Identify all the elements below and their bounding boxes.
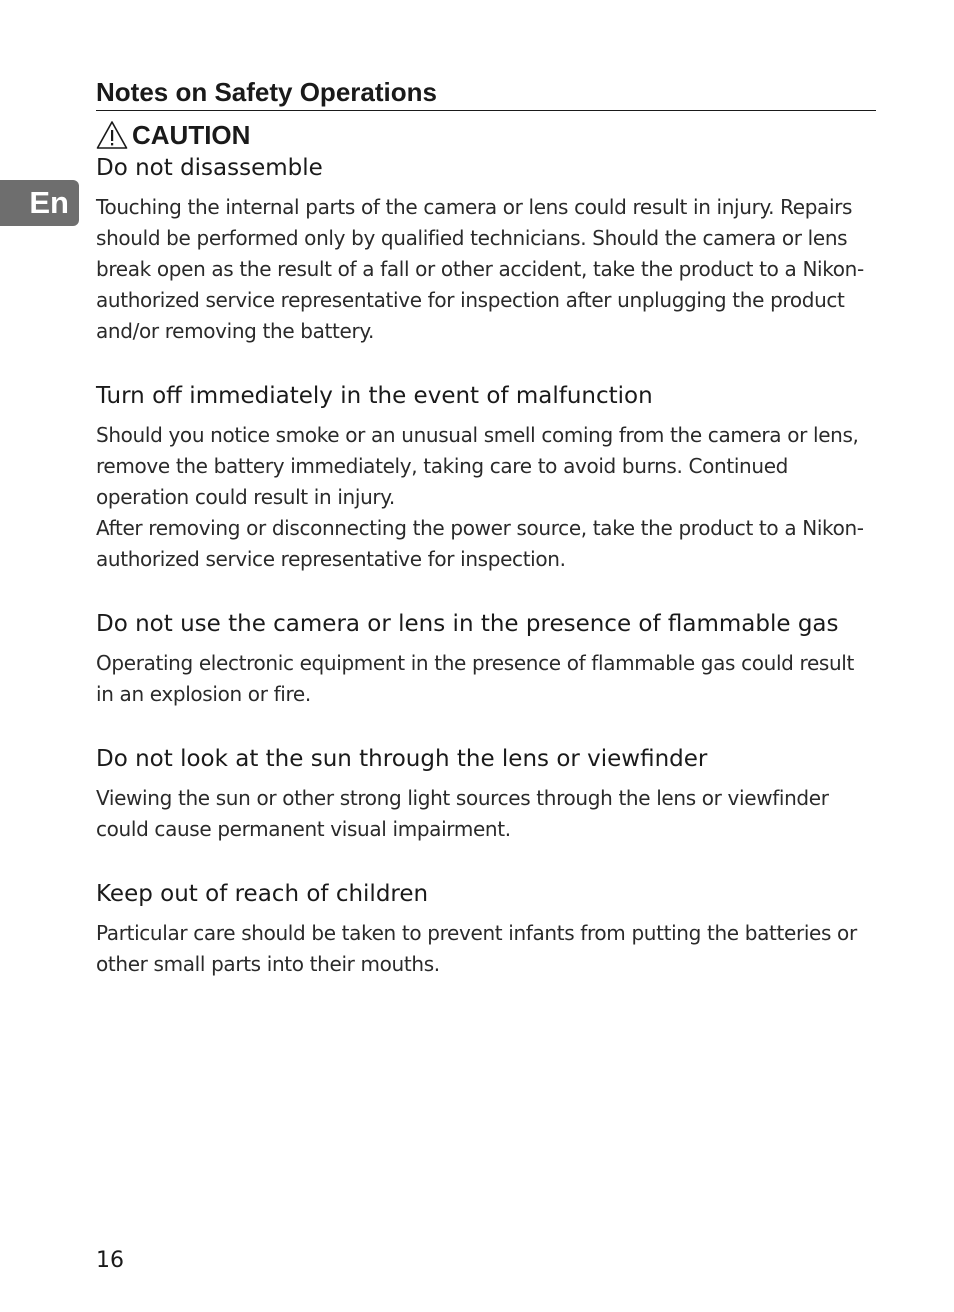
page-title: Notes on Safety Operations — [96, 76, 876, 111]
warning-triangle-icon — [96, 120, 128, 150]
section-text: Viewing the sun or other strong light sources through the lens or viewfinder could cause permanent visual impairment. — [96, 786, 829, 841]
section-heading: Turn off immediately in the event of malfunction — [96, 383, 653, 409]
section-sun — [96, 744, 876, 845]
section-heading: Keep out of reach of children — [96, 881, 429, 907]
section-disassemble — [96, 153, 876, 347]
section-heading: Do not disassemble — [96, 155, 323, 181]
language-tab: En — [0, 180, 79, 226]
section-text: Touching the internal parts of the camera or lens could result in injury. Repairs should be performed only by qualified technicians. Should the camera or lens break open as the result of a fall or other accident, take the product to a Nikon-authorized service representative for inspection after unplugging the product and/or removing the battery. — [96, 195, 864, 343]
section-text: Particular care should be taken to prevent infants from putting the batteries or other small parts into their mouths. — [96, 921, 857, 976]
section-text: Should you notice smoke or an unusual smell coming from the camera or lens, remove the battery immediately, taking care to avoid burns. Continued operation could result in injury. — [96, 423, 859, 509]
section-text: Operating electronic equipment in the presence of flammable gas could result in an explosion or fire. — [96, 651, 855, 706]
section-malfunction — [96, 381, 876, 575]
caution-label: CAUTION — [132, 120, 251, 150]
section-heading: Do not use the camera or lens in the presence of flammable gas — [96, 611, 839, 637]
page-number: 16 — [96, 1248, 124, 1273]
section-text: After removing or disconnecting the power source, take the product to a Nikon-authorized service representative for inspection. — [96, 516, 864, 571]
section-children — [96, 879, 876, 980]
page-content — [96, 76, 876, 980]
caution-header — [96, 119, 876, 151]
section-heading: Do not look at the sun through the lens or viewfinder — [96, 746, 708, 772]
section-flammable-gas — [96, 609, 876, 710]
